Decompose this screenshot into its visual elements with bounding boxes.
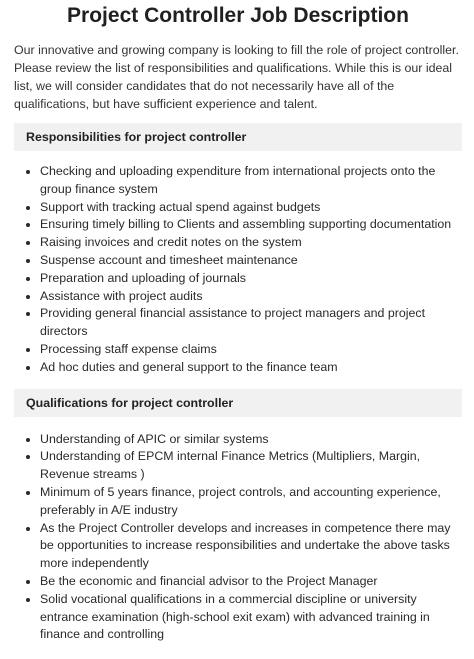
qualification-item: Understanding of EPCM internal Finance Metrics (Multipliers, Margin, Revenue streams ) xyxy=(40,448,462,484)
qualifications-list xyxy=(14,431,462,645)
qualification-item: As the Project Controller develops and increases in competence there may be opportunities to increase responsibilities and undertake the above tasks more independently xyxy=(40,520,462,573)
responsibility-item: Raising invoices and credit notes on the system xyxy=(40,234,462,252)
responsibility-item: Preparation and uploading of journals xyxy=(40,270,462,288)
responsibility-item: Checking and uploading expenditure from international projects onto the group finance system xyxy=(40,163,462,199)
qualification-item: Minimum of 5 years finance, project controls, and accounting experience, preferably in A/E industry xyxy=(40,484,462,520)
responsibility-item: Ensuring timely billing to Clients and assembling supporting documentation xyxy=(40,216,462,234)
responsibility-item: Suspense account and timesheet maintenance xyxy=(40,252,462,270)
qualification-item: Be the economic and financial advisor to the Project Manager xyxy=(40,573,462,591)
responsibility-item: Ad hoc duties and general support to the finance team xyxy=(40,359,462,377)
qualifications-heading: Qualifications for project controller xyxy=(14,389,462,417)
responsibility-item: Providing general financial assistance to project managers and project directors xyxy=(40,305,462,341)
responsibilities-heading: Responsibilities for project controller xyxy=(14,123,462,151)
responsibility-item: Support with tracking actual spend against budgets xyxy=(40,199,462,217)
intro-paragraph: Our innovative and growing company is looking to fill the role of project controller. Please review the list of responsibilities and qualifications. While this is our ideal list, we will consider candidates that do not necessarily have all of the qualifications, but have sufficient experience and talent. xyxy=(14,43,459,111)
responsibility-item: Processing staff expense claims xyxy=(40,341,462,359)
qualification-item: Solid vocational qualifications in a commercial discipline or university entrance examination (high-school exit exam) with advanced training in finance and controlling xyxy=(40,591,462,644)
responsibilities-list xyxy=(14,163,462,377)
qualification-item: Understanding of APIC or similar systems xyxy=(40,431,462,449)
responsibility-item: Assistance with project audits xyxy=(40,288,462,306)
page-title: Project Controller Job Description xyxy=(67,4,409,27)
